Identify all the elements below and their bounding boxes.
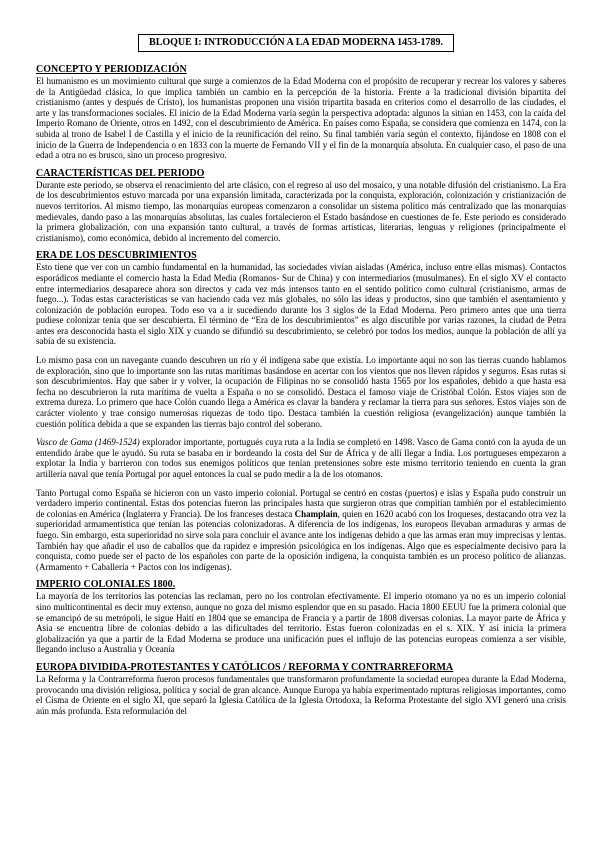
- paragraph: Vasco de Gama (1469-1524) explorador importante, portugués cuya ruta a la India se completó en 1498. Vasco de Gama contó con la ayuda de un entendido árabe que le ayudó. Su ruta se basaba en ir bordeando la costa del Sur de África y de allí llegar a India. Los portugueses empezaron a explotar la India y barrieron con todos sus enemigos políticos que tenían pretensiones sobre este mismo territorio teniendo en cuenta la gran artillería naval que tenía Portugal por aquel entonces la cual se pudo medir a la de los otomanos.: [36, 437, 567, 479]
- paragraph: La Reforma y la Contrarreforma fueron procesos fundamentales que transformaron profundamente la sociedad europea durante la Edad Moderna, provocando una división religiosa, política y social de gran alcance. Aunque Europa ya había experimentado rupturas religiosas importantes, como el Cisma de Oriente en el siglo XI, que separó la Iglesia Católica de la Iglesia Ortodoxa, la Reforma Protestante del siglo XVI generó una crisis aún más profunda. Esta reformulación del: [36, 673, 566, 716]
- document-body: [36, 64, 566, 723]
- section-concepto: [36, 64, 566, 161]
- section-heading: EUROPA DIVIDIDA-PROTESTANTES Y CATÓLICOS / REFORMA Y CONTRARREFORMA: [36, 661, 454, 673]
- paragraph: Durante este periodo, se observa el renacimiento del arte clásico, con el regreso al uso del mosaico, y una notable difusión del cristianismo. La Era de los descubrimientos estuvo marcada por una expansión limitada, caracterizada por la conquista, exploración, colonización y cristianización de nuevos territorios. Al mismo tiempo, las monarquías europeas comenzaron a consolidar un sistema político más centralizado que las monarquías medievales, dando paso a las monarquías absolutas, las cuales fortalecieron el Estado basándose en cuestiones de fe. Este periodo es considerado la primera globalización, con una expansión tanto cultural, a través de formas artísticas, literarias, lenguas y religiones (principalmente el cristianismo), como económica, debido al incremento del comercio.: [36, 179, 566, 243]
- paragraph: Tanto Portugal como España se hicieron con un vasto imperio colonial. Portugal se centró en costas (puertos) e islas y España pudo construir un verdadero imperio continental. Estas dos potencias fueron las principales hasta que surgieron otras que compitían también por el establecimiento de colonias en América (Inglaterra y Francia). De los franceses destaca Champlain, quien en 1620 acabó con los Iroqueses, destacando otra vez la superioridad armamentística que tenían las potencias colonizadoras. A diferencia de los indígenas, los europeos llevaban armaduras y armas de fuego. Sin embargo, esta superioridad no sirve sola para concluir el avance ante los indígenas debido a que las armas eran muy imprecisas y lentas. También hay que añadir el uso de caballos que da rapidez e impresión psicológica en los indígenas. Algo que es especialmente decisivo para la conquista, como puede ser el pacto de los españoles con parte de la oposición indígena, la conquista también es un proceso político de alianzas. (Armamento + Caballería + Pactos con los indígenas).: [36, 487, 567, 572]
- section-imperio-coloniales: [36, 579, 566, 655]
- paragraph: Lo mismo pasa con un navegante cuando descubren un río y él indígena sabe que existía. Lo importante aquí no son las tierras cuando hablamos de exploración, sino que lo importante son las rutas marítimas basándose en acertar con los vientos que nos lleven rápidos y seguros. Esas rutas si son descubrimientos. Hay que saber ir y volver, la ocupación de Filipinas no se consolidó hasta 1565 por los españoles, debido a que hasta esa fecha no descubrieron la ruta marítima de vuelta a España o no se consolidó. Destaca el famoso viaje de Cristóbal Colón. Estos viajes son de extrema dureza. Lo primero que hace Colón cuando llega a América es clavar la bandera y reclamar la tierra para sus señores. Estos viajes son de carácter violento y trae consigo numerosas riquezas de todo tipo. Destaca también la cuestión religiosa (evangelización) aunque también la cuestión política debida a que se expanden las tierras bajo control del soberano.: [36, 355, 566, 429]
- section-era-descubrimientos: [36, 250, 566, 572]
- emphasis-lead: Vasco de Gama (1469-1524): [36, 437, 140, 448]
- section-europa-dividida: [36, 662, 566, 716]
- paragraph: La mayoría de los territorios las potencias las reclaman, pero no los controlan efectivamente. El imperio otomano ya no es un imperio colonial sino multicontinental es decir muy extenso, aunque no goza del mismo esplendor que en su pasado. Hacia 1800 EEUU fue la primera colonial que se emancipó de su metrópoli, le sigue Haití en 1804 que se emancipa de Francia y a partir de 1808 diversas colonias. La mayor parte de África y Asia se encuentra libre de colonias debido a las dificultades del territorio. Estas fueron colonizadas en el s. XIX. Y así inicia la primera globalización ya que a partir de la Edad Moderna se produce una unificación pues el influjo de las potencias europeas comienza a ser visible, llegando incluso a Australia y Oceanía: [36, 591, 566, 655]
- section-heading: IMPERIO COLONIALES 1800.: [36, 579, 176, 591]
- paragraph: Esto tiene que ver con un cambio fundamental en la humanidad, las sociedades vivían aisladas (América, incluso entre ellas mismas). Contactos esporádicos mediante el comercio hasta la Edad Media (Romanos- Sur de China) y con intermediarios (musulmanes). En el siglo XV el contacto entre intermediarios desaparece ahora son directos y cada vez más intensos tanto en el sentido político como cultural (cristianismo, armas de fuego...). Todas estas características se van haciendo cada vez más globales, no sólo las ideas y productos, sino que también el asentamiento y colonización de población europea. Todo eso va a ir sucediendo durante los 3 siglos de la Edad Moderna. Pero primero antes que una tierra pudiese colonizar tenía que ser descubierta. El término de “Era de los descubrimientos” es algo discutible por varias razones, la ciudad de Petra antes era desconocida hasta el siglo XIX y cuando se difundió su descubrimiento, se celebró por todos los medios, aunque la población de allí ya sabía de su existencia.: [36, 262, 566, 347]
- section-heading: CARACTERÍSTICAS DEL PERIODO: [36, 167, 205, 179]
- section-heading: ERA DE LOS DESCUBRIMIENTOS: [36, 250, 197, 262]
- section-caracteristicas: [36, 168, 566, 244]
- section-heading: CONCEPTO Y PERIODIZACIÓN: [36, 64, 187, 75]
- emphasis-term: Champlain: [294, 508, 338, 519]
- paragraph: El humanismo es un movimiento cultural que surge a comienzos de la Edad Moderna con el propósito de recuperar y recrear los valores y saberes de la Antigüedad clásica, lo que implica también un cambio en la percepción de la historia. Frente a la tradicional división bipartita del cristianismo (antes y después de Cristo), los humanistas proponen una visión tripartita basada en criterios como el desarrollo de las ciudades, el arte y las transformaciones sociales. El inicio de la Edad Moderna varía según la perspectiva adoptada: algunos la sitúan en 1453, con la caída del Imperio Romano de Oriente, otros en 1492, con el descubrimiento de América. En países como España, se considera que comienza en 1474, con la subida al trono de Isabel I de Castilla y el inicio de la reunificación del reino. Su final también varía según el contexto, fijándose en 1808 con el inicio de la Guerra de Independencia o en 1833 con la muerte de Fernando VII y el fin de la monarquía absoluta. En cualquier caso, el paso de una edad a otra no es brusco, sino un proceso progresivo.: [36, 76, 566, 161]
- document-title: BLOQUE I: INTRODUCCIÓN A LA EDAD MODERNA 1453-1789.: [138, 34, 454, 52]
